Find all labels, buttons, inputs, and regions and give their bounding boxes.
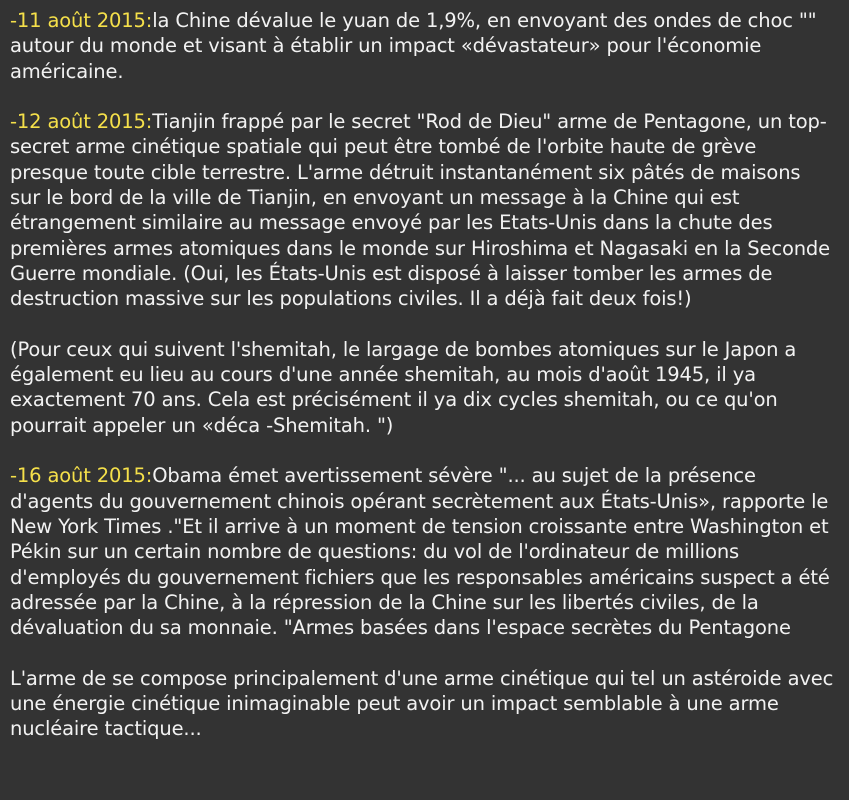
entry-date: -11 août 2015: bbox=[10, 9, 153, 32]
timeline-entry-aug-11 bbox=[10, 8, 835, 84]
entry-text: Obama émet avertissement sévère "... au sujet de la présence d'agents du gouvernement chinois opérant secrètement aux États-Unis», rapporte le New York Times ."Et il arrive à un moment de tension croissante entre Washington et Pékin sur un certain nombre de questions: du vol de l'ordinateur de millions d'employés du gouvernement fichiers que les responsables américains suspect a été adressée par la Chine, à la répression de la Chine sur les libertés civiles, de la dévaluation du sa monnaie. "Armes basées dans l'espace secrètes du Pentagone bbox=[10, 464, 830, 640]
shemitah-note bbox=[10, 337, 835, 438]
weapon-description bbox=[10, 666, 835, 742]
entry-text: L'arme de se compose principalement d'une arme cinétique qui tel un astéroide avec une énergie cinétique inimaginable peut avoir un impact semblable à une arme nucléaire tactique... bbox=[10, 666, 834, 741]
entry-date: -16 août 2015: bbox=[10, 464, 153, 488]
timeline-entry-aug-12 bbox=[10, 109, 835, 311]
timeline-entry-aug-16 bbox=[10, 463, 835, 640]
entry-text: la Chine dévalue le yuan de 1,9%, en envoyant des ondes de choc "" autour du monde et visant à établir un impact «dévastateur» pour l'économie américaine. bbox=[10, 9, 817, 83]
entry-text: Tianjin frappé par le secret "Rod de Dieu" arme de Pentagone, un top-secret arme cinétique spatiale qui peut être tombé de l'orbite haute de grève presque toute cible terrestre. L'arme détruit instantanément six pâtés de maisons sur le bord de la ville de Tianjin, en envoyant un message à la Chine qui est étrangement similaire au message envoyé par les Etats-Unis dans la chute des premières armes atomiques dans le monde sur Hiroshima et Nagasaki en la Seconde Guerre mondiale. (Oui, les États-Unis est disposé à laisser tomber les armes de destruction massive sur les populations civiles. Il a déjà fait deux fois!) bbox=[10, 110, 831, 311]
entry-text: (Pour ceux qui suivent l'shemitah, le largage de bombes atomiques sur le Japon a également eu lieu au cours d'une année shemitah, au mois d'août 1945, il ya exactement 70 ans. Cela est précisément il ya dix cycles shemitah, ou ce qu'on pourrait appeler un «déca -Shemitah. ") bbox=[10, 337, 797, 437]
entry-date: -12 août 2015: bbox=[10, 110, 153, 134]
